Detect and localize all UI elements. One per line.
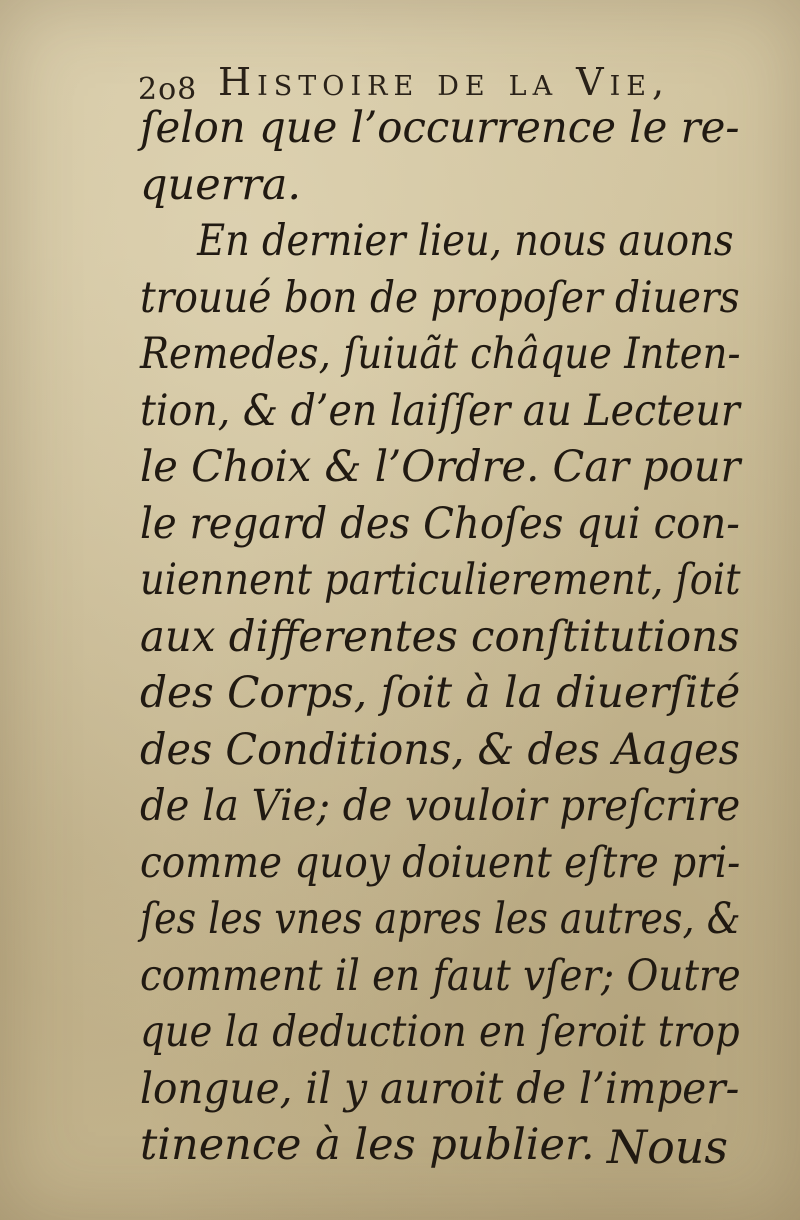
text-line: trouué bon de propoſer diuers [140, 272, 740, 323]
catchword: Nous [606, 1120, 728, 1174]
text-line: En dernier lieu, nous auons [197, 216, 734, 266]
text-line: que la deduction en ſeroit trop [140, 1007, 740, 1057]
page-number: 2o8 [138, 72, 198, 107]
text-line: le regard des Choſes qui con- [140, 498, 740, 549]
text-line: le Choix & l’Ordre. Car pour [140, 442, 741, 492]
text-line: tion, & d’en laiſſer au Lecteur [140, 385, 740, 436]
text-line: des Corps, ſoit à la diuerſité [140, 668, 741, 718]
text-line: de la Vie; de vouloir preſcrire [140, 781, 741, 831]
text-line: aux differentes conſtitutions [140, 611, 740, 662]
text-line: des Conditions, & des Aages [140, 724, 740, 775]
text-line: comme quoy doiuent eſtre pri- [140, 837, 741, 888]
text-line: uiennent particulierement, ſoit [140, 555, 741, 605]
body-text [140, 100, 740, 1174]
running-title: Histoire de la Vie, [218, 60, 671, 104]
text-line: longue, il y auroit de l’imper- [140, 1063, 740, 1114]
text-line: tinence à les publier. [140, 1120, 595, 1170]
text-line: querra. [140, 159, 302, 210]
text-line: ſes les vnes apres les autres, & [140, 894, 741, 944]
text-line: ſelon que l’occurrence le re- [140, 103, 740, 153]
text-line: Remedes, ſuiuãt châque Inten- [140, 329, 741, 379]
text-line: comment il en faut vſer; Outre [140, 950, 741, 1001]
